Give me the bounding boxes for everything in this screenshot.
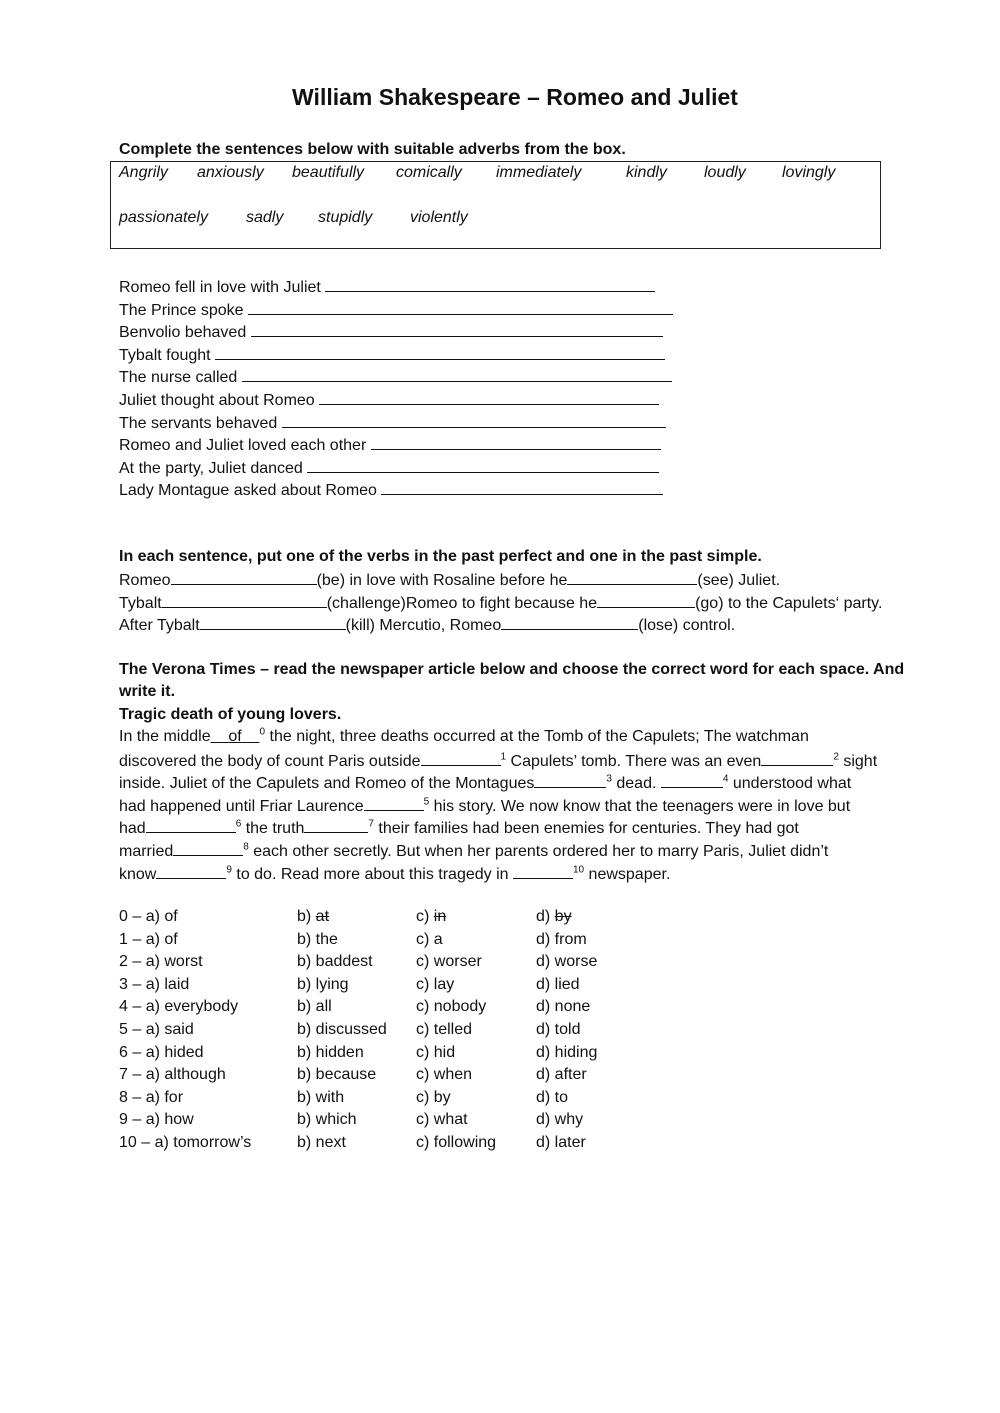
option-word: from [554, 930, 587, 948]
options-column-a [119, 906, 251, 1155]
option-word: telled [433, 1020, 473, 1038]
answer-blank[interactable] [200, 613, 346, 630]
option-b[interactable] [297, 1042, 387, 1065]
option-letter: b) [297, 1088, 316, 1106]
option-letter: d) [536, 908, 555, 925]
option-letter: c) [416, 998, 434, 1016]
option-letter: c) [416, 1133, 434, 1151]
gap-number: 4 [722, 773, 729, 785]
answer-blank[interactable] [501, 613, 638, 630]
answer-blank[interactable] [242, 365, 672, 382]
option-word: all [315, 998, 332, 1016]
option-letter: b) [297, 908, 316, 925]
article-line [119, 794, 877, 817]
article-text: each other secretly. But when her parents ordered her to marry Paris, Juliet didn’t [248, 842, 829, 860]
ex3-instruction-cont: write it. [119, 683, 176, 700]
option-word: the [315, 930, 338, 948]
option-word: next [315, 1133, 346, 1151]
option-d[interactable] [536, 1042, 597, 1065]
sentence-row [119, 433, 673, 456]
answer-blank[interactable] [597, 591, 695, 608]
option-word: by [433, 1088, 451, 1106]
answer-blank[interactable] [567, 568, 697, 585]
option-c[interactable] [416, 974, 496, 997]
option-b[interactable] [297, 974, 387, 997]
option-letter: d) [536, 975, 555, 993]
option-a[interactable]: 4 – a) everybody [119, 998, 239, 1016]
option-a[interactable]: 10 – a) tomorrow’s [119, 1133, 252, 1151]
line-text: (go) to the Capulets‘ party. [695, 594, 883, 612]
option-letter: c) [416, 1111, 434, 1129]
article-text: inside. Juliet of the Capulets and Romeo of the Montagues [119, 775, 535, 793]
article-text: had happened until Friar Laurence [119, 797, 364, 815]
ex2-lines [119, 568, 882, 636]
gap-blank[interactable] [156, 862, 226, 879]
option-d[interactable] [536, 974, 597, 997]
option-d[interactable] [536, 1109, 597, 1132]
option-d[interactable] [536, 951, 597, 974]
gap-number: 2 [833, 751, 839, 763]
gap-blank[interactable] [173, 839, 243, 856]
option-c[interactable] [416, 929, 496, 952]
option-c[interactable] [416, 1132, 496, 1155]
option-word: when [433, 1066, 473, 1084]
article-line [119, 771, 877, 794]
option-letter: c) [416, 1020, 434, 1038]
sentence-text: The servants behaved [119, 414, 278, 432]
answer-blank[interactable] [325, 275, 655, 292]
article-text: the truth [241, 820, 305, 838]
gap-blank[interactable] [146, 816, 236, 833]
option-a[interactable]: 1 – a) of [119, 930, 178, 948]
option-word: later [554, 1133, 586, 1151]
past-perfect-line [119, 568, 882, 591]
option-word: lay [433, 975, 455, 993]
sentence-text: At the party, Juliet danced [119, 459, 303, 477]
option-c[interactable] [416, 906, 496, 929]
option-letter: b) [297, 930, 316, 948]
answer-blank[interactable] [248, 298, 673, 315]
past-perfect-line [119, 591, 882, 614]
option-letter: d) [536, 1020, 555, 1038]
option-word: what [433, 1111, 468, 1129]
ex2-instruction: In each sentence, put one of the verbs in the past perfect and one in the past simple. [119, 548, 762, 565]
option-letter: b) [297, 975, 316, 993]
option-letter: b) [297, 998, 316, 1016]
article-text: dead. [611, 775, 661, 793]
adverb-item: violently [410, 209, 468, 226]
option-word: nobody [433, 998, 487, 1016]
option-letter: b) [297, 1043, 316, 1061]
sentence-text: Benvolio behaved [119, 324, 247, 342]
past-perfect-line [119, 613, 882, 636]
article-text: the night, three deaths occurred at the Tomb of the Capulets; The watchman [265, 728, 809, 745]
option-b[interactable] [297, 1019, 387, 1042]
gap-blank[interactable] [661, 771, 723, 788]
gap-number: 6 [235, 819, 242, 831]
option-letter: c) [416, 953, 434, 971]
option-d[interactable] [536, 996, 597, 1019]
article-text: know [119, 865, 157, 883]
line-text: (be) in love with Rosaline before he [316, 572, 568, 589]
answer-blank[interactable] [171, 568, 317, 585]
option-a[interactable]: 2 – a) worst [119, 953, 203, 971]
option-letter: d) [536, 998, 555, 1016]
option-c[interactable] [416, 1042, 496, 1065]
gap-number: 7 [368, 819, 374, 831]
answer-blank[interactable] [215, 343, 665, 360]
option-word: hiding [554, 1043, 598, 1061]
option-d[interactable] [536, 1087, 597, 1110]
option-word-struck: at [315, 908, 330, 925]
option-letter: c) [416, 908, 434, 925]
option-word: lied [554, 975, 580, 993]
sentence-row [119, 320, 673, 343]
sentence-row [119, 456, 673, 479]
option-letter: d) [536, 1043, 555, 1061]
sentence-text: The Prince spoke [119, 301, 244, 319]
option-word: with [315, 1088, 345, 1106]
line-text: Romeo [119, 572, 171, 589]
article-line [119, 726, 877, 749]
article-text: had [119, 820, 146, 838]
option-d[interactable] [536, 906, 597, 929]
gap-blank[interactable] [761, 749, 833, 766]
gap-blank[interactable] [421, 749, 501, 766]
answer-blank[interactable] [371, 433, 661, 450]
sentence-row [119, 478, 673, 501]
gap-blank[interactable] [513, 862, 573, 879]
answer-blank[interactable] [162, 591, 327, 608]
answer-blank[interactable] [381, 478, 663, 495]
adverb-item: passionately [119, 209, 208, 226]
option-letter: c) [416, 1066, 434, 1084]
option-c[interactable] [416, 996, 496, 1019]
gap-number: 0 [259, 726, 266, 738]
article-text: understood what [728, 775, 852, 793]
adverb-item: Angrily [119, 164, 168, 181]
line-text: (lose) control. [638, 617, 736, 635]
sentence-row [119, 365, 673, 388]
option-word: lying [315, 975, 349, 993]
option-letter: d) [536, 1111, 555, 1129]
options-column-c [416, 906, 496, 1155]
article-text: In the middle [119, 728, 211, 745]
option-word: because [315, 1066, 377, 1084]
adverb-item: stupidly [318, 209, 373, 226]
option-letter: d) [536, 1133, 555, 1151]
article-line [119, 816, 877, 839]
page-title: William Shakespeare – Romeo and Juliet [292, 84, 738, 110]
option-letter: c) [416, 930, 434, 948]
option-a[interactable]: 6 – a) hided [119, 1043, 204, 1061]
adverb-item: kindly [626, 164, 667, 181]
line-text: (see) Juliet. [697, 572, 781, 589]
option-letter: b) [297, 953, 316, 971]
option-word: worse [554, 953, 598, 971]
sentence-text: The nurse called [119, 369, 238, 387]
option-c[interactable] [416, 1019, 496, 1042]
article-text: their families had been enemies for centuries. They had got [373, 820, 799, 838]
option-letter: c) [416, 1088, 434, 1106]
option-letter: d) [536, 953, 555, 971]
sentence-row [119, 343, 673, 366]
gap-blank[interactable] [364, 794, 424, 811]
adverb-item: anxiously [197, 164, 264, 181]
ex1-instruction: Complete the sentences below with suitable adverbs from the box. [119, 141, 626, 158]
article-line [119, 749, 877, 772]
article-text: newspaper. [584, 865, 671, 883]
option-word: which [315, 1111, 357, 1129]
option-d[interactable] [536, 929, 597, 952]
sentence-row [119, 388, 673, 411]
option-word: why [554, 1111, 584, 1129]
adverb-item: beautifully [292, 164, 365, 181]
adverb-item: lovingly [782, 164, 836, 181]
option-letter: d) [536, 930, 555, 948]
option-word: discussed [315, 1020, 387, 1038]
option-letter: b) [297, 1111, 316, 1129]
sentence-row [119, 411, 673, 434]
option-word: worser [433, 953, 482, 971]
gap-number: 1 [500, 751, 507, 763]
option-d[interactable] [536, 1132, 597, 1155]
adverb-item: comically [396, 164, 462, 181]
ex1-sentence-list [119, 275, 673, 501]
adverb-item: immediately [496, 164, 582, 181]
adverb-box [110, 161, 881, 249]
options-column-b [297, 906, 387, 1155]
option-b[interactable] [297, 906, 387, 929]
gap-number: 5 [423, 796, 430, 808]
option-b[interactable] [297, 1132, 387, 1155]
option-b[interactable] [297, 1087, 387, 1110]
article-text: Capulets’ tomb. There was an even [506, 752, 762, 770]
option-letter: d) [536, 1088, 555, 1106]
sentence-text: Juliet thought about Romeo [119, 391, 315, 409]
option-d[interactable] [536, 1064, 597, 1087]
sentence-text: Romeo fell in love with Juliet [119, 279, 321, 296]
sentence-text: Romeo and Juliet loved each other [119, 437, 367, 455]
option-a[interactable]: 3 – a) laid [119, 975, 190, 993]
option-c[interactable] [416, 1064, 496, 1087]
newspaper-article [119, 726, 877, 884]
article-line [119, 839, 877, 862]
article-text: discovered the body of count Paris outside [119, 752, 421, 770]
option-a[interactable]: 9 – a) how [119, 1111, 194, 1129]
option-word: after [554, 1066, 587, 1084]
ex3-instruction: The Verona Times – read the newspaper article below and choose the correct word for each space. And [119, 661, 905, 678]
option-a[interactable]: 5 – a) said [119, 1020, 194, 1038]
option-letter: b) [297, 1133, 316, 1151]
answer-blank[interactable] [282, 411, 666, 428]
option-word: baddest [315, 953, 373, 971]
adverb-item: loudly [704, 164, 746, 181]
gap-blank[interactable] [534, 771, 606, 788]
option-word-struck: in [433, 908, 447, 925]
option-b[interactable] [297, 1109, 387, 1132]
option-letter: b) [297, 1020, 316, 1038]
options-column-d [536, 906, 597, 1155]
gap-number: 9 [226, 864, 232, 876]
option-word: hid [433, 1043, 456, 1061]
option-letter: c) [416, 975, 434, 993]
option-b[interactable] [297, 996, 387, 1019]
article-text: married [119, 842, 174, 860]
option-word-struck: by [554, 908, 572, 925]
gap-number: 8 [243, 841, 249, 853]
gap-number: 3 [606, 773, 612, 785]
option-a[interactable]: 8 – a) for [119, 1088, 184, 1106]
option-word: a [433, 930, 443, 948]
option-word: to [554, 1088, 569, 1106]
option-b[interactable] [297, 929, 387, 952]
option-letter: b) [297, 1066, 316, 1084]
sentence-text: Tybalt fought [119, 346, 211, 364]
option-word: told [554, 1020, 581, 1038]
article-text: to do. Read more about this tragedy in [231, 865, 513, 883]
line-text: After Tybalt [119, 617, 200, 635]
gap-blank[interactable] [304, 816, 368, 833]
example-answer-text: of [228, 728, 242, 745]
option-b[interactable] [297, 951, 387, 974]
article-headline: Tragic death of young lovers. [119, 706, 342, 723]
option-b[interactable] [297, 1064, 387, 1087]
option-c[interactable] [416, 1109, 496, 1132]
option-c[interactable] [416, 951, 496, 974]
example-answer [211, 728, 260, 745]
article-line [119, 862, 877, 885]
answer-blank[interactable] [307, 456, 659, 473]
adverb-item: sadly [246, 209, 284, 226]
option-word: none [554, 998, 591, 1016]
answer-blank[interactable] [319, 388, 659, 405]
option-word: hidden [315, 1043, 364, 1061]
option-d[interactable] [536, 1019, 597, 1042]
line-text: (challenge)Romeo to fight because he [326, 594, 598, 612]
option-word: following [433, 1133, 497, 1151]
sentence-text: Lady Montague asked about Romeo [119, 482, 377, 500]
article-text: sight [838, 752, 878, 770]
answer-blank[interactable] [251, 320, 663, 337]
option-c[interactable] [416, 1087, 496, 1110]
line-text: (kill) Mercutio, Romeo [345, 617, 502, 635]
option-a[interactable]: 0 – a) of [119, 908, 178, 925]
option-letter: c) [416, 1043, 434, 1061]
line-text: Tybalt [119, 594, 162, 612]
article-text: his story. We now know that the teenagers were in love but [429, 797, 851, 815]
sentence-row [119, 275, 673, 298]
option-letter: d) [536, 1066, 555, 1084]
sentence-row [119, 298, 673, 321]
option-a[interactable]: 7 – a) although [119, 1066, 226, 1084]
gap-number: 10 [572, 864, 585, 876]
